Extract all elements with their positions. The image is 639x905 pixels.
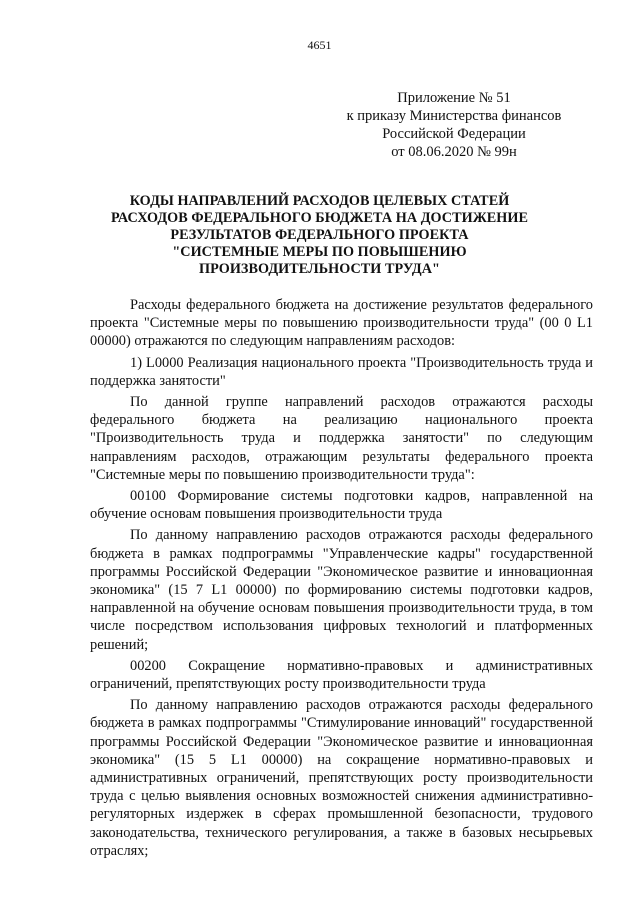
body-paragraph: 00200 Сокращение нормативно-правовых и административных ограничений, препятствующих росту производительности труда [90,657,593,693]
appendix-date-number: от 08.06.2020 № 99н [391,144,517,160]
appendix-header [324,89,584,161]
appendix-ministry: Российской Федерации [382,126,526,142]
body-paragraph: По данной группе направлений расходов отражаются расходы федерального бюджета на реализацию национального проекта "Производительность труда и поддержка занятости" по следующим направлениям расходов, отражающим результаты федерального проекта "Системные меры по повышению производительности труда": [90,394,593,483]
body-paragraph: Расходы федерального бюджета на достижение результатов федерального проекта "Системные меры по повышению производительности труда" (00 0 L1 00000) отражаются по следующим направлениям расходов: [90,297,593,350]
document-title: КОДЫ НАПРАВЛЕНИЙ РАСХОДОВ ЦЕЛЕВЫХ СТАТЕЙ РАСХОДОВ ФЕДЕРАЛЬНОГО БЮДЖЕТА НА ДОСТИЖЕНИЕ РЕЗУЛЬТАТОВ ФЕДЕРАЛЬНОГО ПРОЕКТА "СИСТЕМНЫЕ МЕРЫ ПО ПОВЫШЕНИЮ ПРОИЗВОДИТЕЛЬНОСТИ ТРУДА" [111,193,528,277]
appendix-number: Приложение № 51 [397,90,511,106]
body-paragraph: 1) L0000 Реализация национального проекта "Производительность труда и поддержка занятости" [90,354,593,389]
document-body [90,296,593,860]
appendix-order-reference: к приказу Министерства финансов [346,108,562,124]
body-paragraph: По данному направлению расходов отражаются расходы федерального бюджета в рамках подпрограммы "Управленческие кадры" государственной программы Российской Федерации "Экономическое развитие и инновационная экономика" (15 7 L1 00000) по формированию системы подготовки кадров, направленной на обучение основам повышения производительности труда, в том числе посредством использования цифровых технологий и платформенных решений; [90,527,593,653]
body-paragraph: 00100 Формирование системы подготовки кадров, направленной на обучение основам повышения производительности труда [90,488,593,523]
page-number: 4651 [307,38,332,52]
body-paragraph: По данному направлению расходов отражаются расходы федерального бюджета в рамках подпрограммы "Стимулирование инноваций" государственной программы Российской Федерации "Экономическое развитие и инновационная экономика" (15 5 L1 00000) на сокращение нормативно-правовых и административных ограничений, препятствующих росту производительности труда с целью выявления основных возможностей снижения административно-регуляторных издержек в сферах промышленной безопасности, трудового законодательства, технического регулирования, а также в базовых несырьевых отраслях; [90,697,593,859]
